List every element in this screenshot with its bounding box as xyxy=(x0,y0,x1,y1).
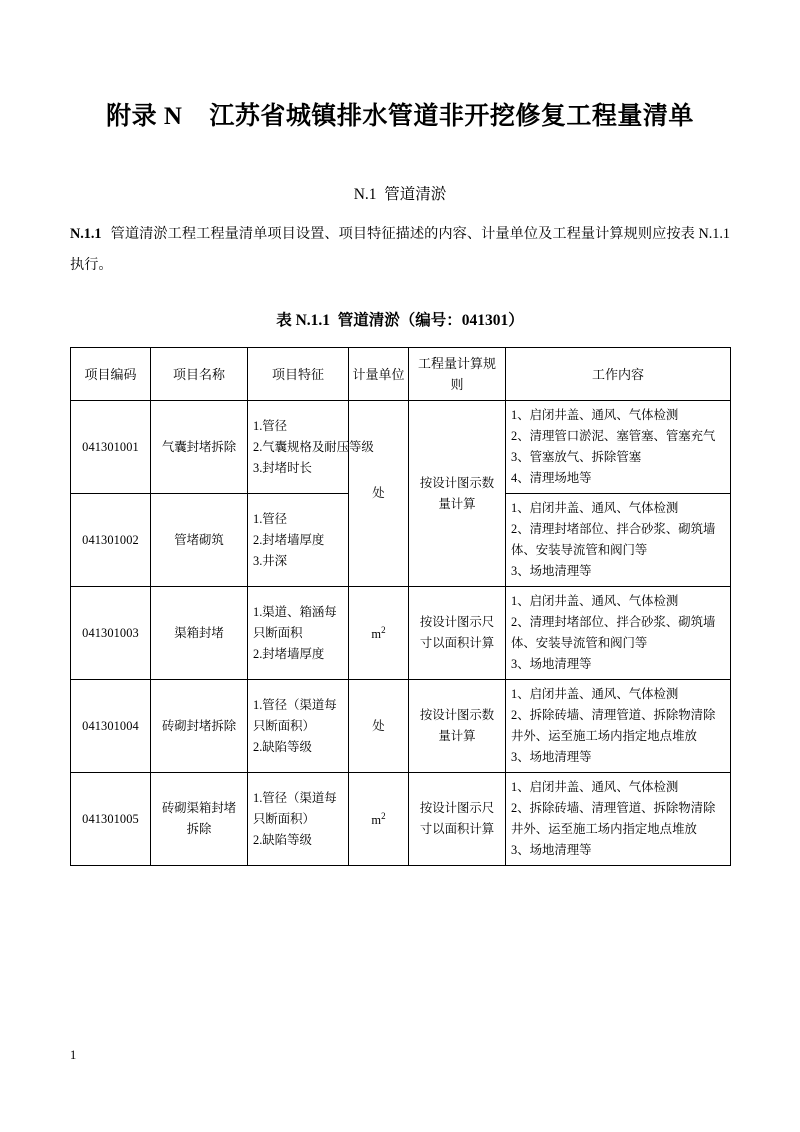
work-line: 2、拆除砖墙、清理管道、拆除物清除井外、运至施工场内指定地点堆放 xyxy=(511,801,716,836)
work-line: 1、启闭井盖、通风、气体检测 xyxy=(511,594,679,608)
cell-unit: 处 xyxy=(349,401,409,587)
cell-unit: $m^2$ xyxy=(349,773,409,866)
feature-line: 1.渠道、箱涵每只断面积 xyxy=(253,604,337,640)
quantity-list-table xyxy=(70,347,731,866)
cell-project-name: 砖砌渠箱封堵拆除 xyxy=(151,773,248,866)
table-body xyxy=(71,401,731,866)
work-line: 4、清理场地等 xyxy=(511,471,592,485)
cell-project-code: 041301004 xyxy=(71,680,151,773)
page-number: 1 xyxy=(70,1048,77,1062)
cell-project-code: 041301001 xyxy=(71,401,151,494)
column-header-feature: 项目特征 xyxy=(248,348,349,401)
feature-line: 2.缺陷等级 xyxy=(253,739,312,754)
feature-line: 2.封堵墙厚度 xyxy=(253,646,325,661)
feature-line: 2.气囊规格及耐压等级 xyxy=(253,439,374,454)
cell-work-content xyxy=(506,401,731,494)
cell-project-feature xyxy=(248,494,349,587)
work-line: 1、启闭井盖、通风、气体检测 xyxy=(511,408,679,422)
square-exponent: 2 xyxy=(381,625,386,636)
work-line: 3、场地清理等 xyxy=(511,843,592,857)
work-line: 1、启闭井盖、通风、气体检测 xyxy=(511,501,679,515)
cell-project-code: 041301002 xyxy=(71,494,151,587)
table-row xyxy=(71,401,731,494)
cell-project-code: 041301003 xyxy=(71,587,151,680)
body-paragraph xyxy=(70,219,730,281)
column-header-unit: 计量单位 xyxy=(349,348,409,401)
cell-project-name: 气囊封堵拆除 xyxy=(151,401,248,494)
cell-calculation-rule: 按设计图示数量计算 xyxy=(409,401,506,587)
work-line: 2、拆除砖墙、清理管道、拆除物清除井外、运至施工场内指定地点堆放 xyxy=(511,708,716,743)
cell-work-content xyxy=(506,773,731,866)
work-line: 2、清理封堵部位、拌合砂浆、砌筑墙体、安装导流管和阀门等 xyxy=(511,615,716,650)
feature-line: 1.管径（渠道每只断面积） xyxy=(253,697,337,733)
cell-work-content xyxy=(506,587,731,680)
table-caption: 表 N.1.1 管道清淤（编号：041301） xyxy=(276,312,524,329)
table-row xyxy=(71,680,731,773)
table-header-row xyxy=(71,348,731,401)
cell-calculation-rule: 按设计图示尺寸以面积计算 xyxy=(409,773,506,866)
cell-project-feature xyxy=(248,401,374,494)
feature-line: 2.封堵墙厚度 xyxy=(253,532,325,547)
work-line: 2、清理封堵部位、拌合砂浆、砌筑墙体、安装导流管和阀门等 xyxy=(511,522,716,557)
table-header xyxy=(71,348,731,401)
cell-project-name: 砖砌封堵拆除 xyxy=(151,680,248,773)
work-line: 3、场地清理等 xyxy=(511,657,592,671)
feature-line: 1.管径（渠道每只断面积） xyxy=(253,790,337,826)
feature-line: 2.缺陷等级 xyxy=(253,832,312,847)
work-line: 1、启闭井盖、通风、气体检测 xyxy=(511,687,679,701)
cell-project-feature xyxy=(248,773,349,866)
column-header-code: 项目编码 xyxy=(71,348,151,401)
cell-project-code: 041301005 xyxy=(71,773,151,866)
cell-project-feature xyxy=(248,680,349,773)
cell-unit: $m^2$ xyxy=(349,587,409,680)
cell-project-name: 渠箱封堵 xyxy=(151,587,248,680)
cell-calculation-rule: 按设计图示尺寸以面积计算 xyxy=(409,587,506,680)
column-header-rule: 工程量计算规则 xyxy=(409,348,506,401)
cell-calculation-rule: 按设计图示数量计算 xyxy=(409,680,506,773)
table-row xyxy=(71,773,731,866)
cell-project-feature xyxy=(248,587,349,680)
work-line: 3、管塞放气、拆除管塞 xyxy=(511,450,642,464)
work-line: 2、清理管口淤泥、塞管塞、管塞充气 xyxy=(511,429,716,443)
feature-line: 1.管径 xyxy=(253,511,288,526)
column-header-work: 工作内容 xyxy=(506,348,731,401)
column-header-name: 项目名称 xyxy=(151,348,248,401)
section-heading: N.1 管道清淤 xyxy=(353,186,447,203)
paragraph-number: N.1.1 xyxy=(70,226,102,242)
cell-project-name: 管堵砌筑 xyxy=(151,494,248,587)
work-line: 3、场地清理等 xyxy=(511,564,592,578)
table-row xyxy=(71,587,731,680)
cell-work-content xyxy=(506,680,731,773)
feature-line: 3.封堵时长 xyxy=(253,460,312,475)
cell-work-content xyxy=(506,494,731,587)
page-title: 附录 N 江苏省城镇排水管道非开挖修复工程量清单 xyxy=(106,103,694,130)
square-exponent: 2 xyxy=(381,811,386,822)
paragraph-text: 管道清淤工程工程量清单项目设置、项目特征描述的内容、计量单位及工程量计算规则应按表 N.1.1 执行。 xyxy=(70,226,730,273)
quantity-list-table-container xyxy=(70,347,730,866)
feature-line: 1.管径 xyxy=(253,418,288,433)
work-line: 3、场地清理等 xyxy=(511,750,592,764)
feature-line: 3.井深 xyxy=(253,553,288,568)
work-line: 1、启闭井盖、通风、气体检测 xyxy=(511,780,679,794)
cell-unit: 处 xyxy=(349,680,409,773)
